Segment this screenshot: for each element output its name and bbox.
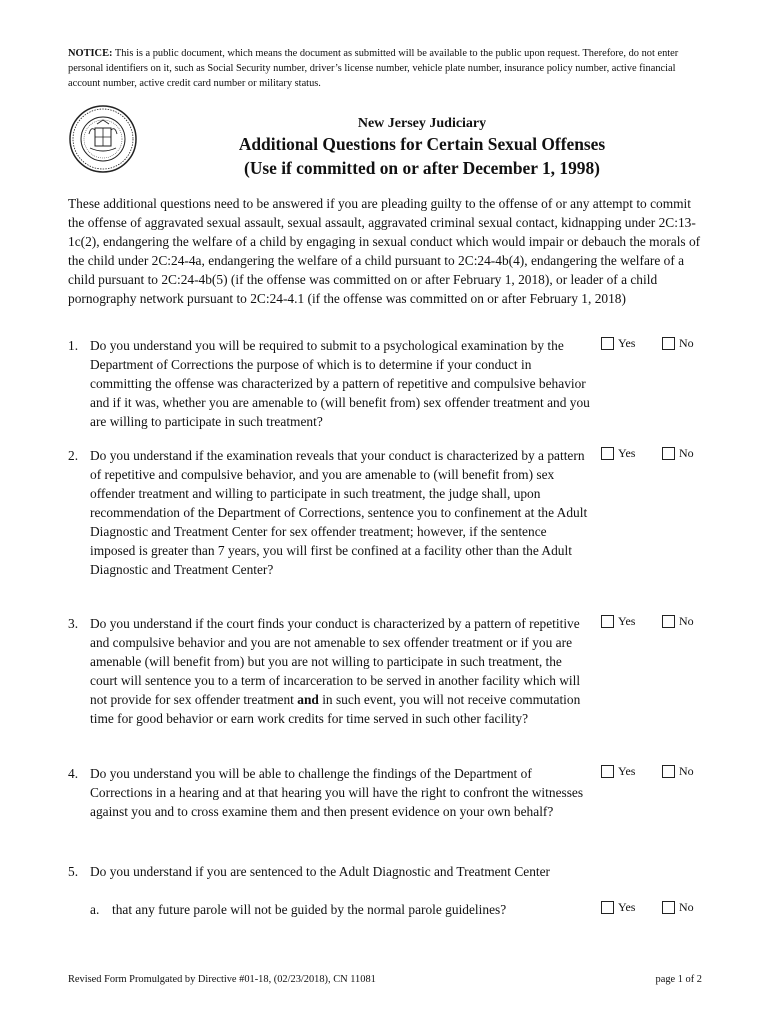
checkbox-icon[interactable] [601,447,614,460]
question-3-yes-option[interactable] [601,614,635,628]
question-text-emphasis: and [297,692,319,707]
page-number: page 1 of 2 [655,974,702,985]
yes-label: Yes [618,336,636,350]
no-label: No [679,614,694,628]
question-number: 4. [68,766,79,781]
notice [68,46,708,91]
footer-revision: Revised Form Promulgated by Directive #01-18, (02/23/2018), CN 11081 [68,974,376,985]
question-text-part-2: in such event, you will not receive commutation time for good behavior or earn work credits for time served in such other facility? [90,692,581,726]
sub-question-text: that any future parole will not be guided by the normal parole guidelines? [112,902,507,917]
question-5a-yes-option[interactable] [601,900,635,914]
no-label: No [679,446,694,460]
form-title-line-2: (Use if committed on or after December 1, 1998) [244,158,600,178]
checkbox-icon[interactable] [601,901,614,914]
question-1-no-option[interactable] [662,336,694,350]
form-header [150,116,694,180]
question-3-no-option[interactable] [662,614,694,628]
yes-label: Yes [618,614,636,628]
question-text: Do you understand you will be required to submit to a psychological examination by the Department of Corrections the purpose of which is to determine if your conduct in committing the offense was characterized by a pattern of repetitive and compulsive behavior and if it was, whether you are amenable to (will benefit from) sex offender treatment and you are willing to participate in such treatment? [90,338,590,429]
intro-paragraph: These additional questions need to be answered if you are pleading guilty to the offense of or any attempt to commit the offense of aggravated sexual assault, sexual assault, aggravated criminal sexual contact, kidnapping under 2C:13-1c(2), endangering the welfare of a child by engaging in sexual conduct which would impair or debauch the morals of the child under 2C:24-4a, endangering the welfare of a child pursuant to 2C:24-4b(4), endangering the welfare of a child pursuant to 2C:24-4b(5) (if the offense was committed on or after February 1, 2018), or leader of a child pornography network pursuant to 2C:24-4.1 (if the offense was committed on or after February 1, 2018) [68,196,701,306]
yes-label: Yes [618,900,636,914]
notice-text: This is a public document, which means the document as submitted will be available to the public upon request. Therefore, do not enter personal identifiers on it, such as Social Security number, driver’s license number, vehicle plate number, insurance policy number, active financial account number, active credit card number or military status. [68,48,679,89]
checkbox-icon[interactable] [662,901,675,914]
sub-question-letter: a. [90,902,100,917]
checkbox-icon[interactable] [601,615,614,628]
checkbox-icon[interactable] [662,337,675,350]
question-number: 5. [68,864,79,879]
question-1-yes-option[interactable] [601,336,635,350]
organization-name: New Jersey Judiciary [357,116,487,131]
question-text: Do you understand you will be able to challenge the findings of the Department of Corrections in a hearing and at that hearing you will have the right to confront the witnesses against you and to cross examine them and then present evidence on your own behalf? [90,766,584,819]
question-text [90,614,590,728]
question-number: 3. [68,616,79,631]
question-4-no-option[interactable] [662,764,694,778]
checkbox-icon[interactable] [662,447,675,460]
question-text: Do you understand if you are sentenced to the Adult Diagnostic and Treatment Center [90,864,551,879]
question-number: 2. [68,448,79,463]
question-number: 1. [68,338,79,353]
question-2-yes-option[interactable] [601,446,635,460]
checkbox-icon[interactable] [601,337,614,350]
yes-label: Yes [618,764,636,778]
checkbox-icon[interactable] [601,765,614,778]
form-title-line-1: Additional Questions for Certain Sexual Offenses [238,134,606,154]
notice-label: NOTICE: [68,48,113,59]
no-label: No [679,900,694,914]
judiciary-seal-icon [68,104,138,174]
question-text: Do you understand if the examination reveals that your conduct is characterized by a pattern of repetitive and compulsive behavior, and you are amenable to (will benefit from) sex offender treatment and willing to participate in such treatment, the judge shall, upon recommendation of the Department of Corrections, sentence you to confinement at the Adult Diagnostic and Treatment Center for sex offender treatment; however, if the sentence imposed is greater than 7 years, you will first be confined at a facility other than the Adult Diagnostic and Treatment Center? [90,448,588,577]
question-4-yes-option[interactable] [601,764,635,778]
question-2-no-option[interactable] [662,446,694,460]
checkbox-icon[interactable] [662,615,675,628]
no-label: No [679,336,694,350]
no-label: No [679,764,694,778]
question-5a-no-option[interactable] [662,900,694,914]
checkbox-icon[interactable] [662,765,675,778]
yes-label: Yes [618,446,636,460]
question-text-part-1: Do you understand if the court finds your conduct is characterized by a pattern of repetitive and compulsive behavior and you are not amenable to sex offender treatment or if you are amenable (will benefit from) but you are not willing to participate in such treatment, the court will sentence you to a term of incarceration to be served in another facility which will not provide for sex offender treatment [90,616,581,707]
